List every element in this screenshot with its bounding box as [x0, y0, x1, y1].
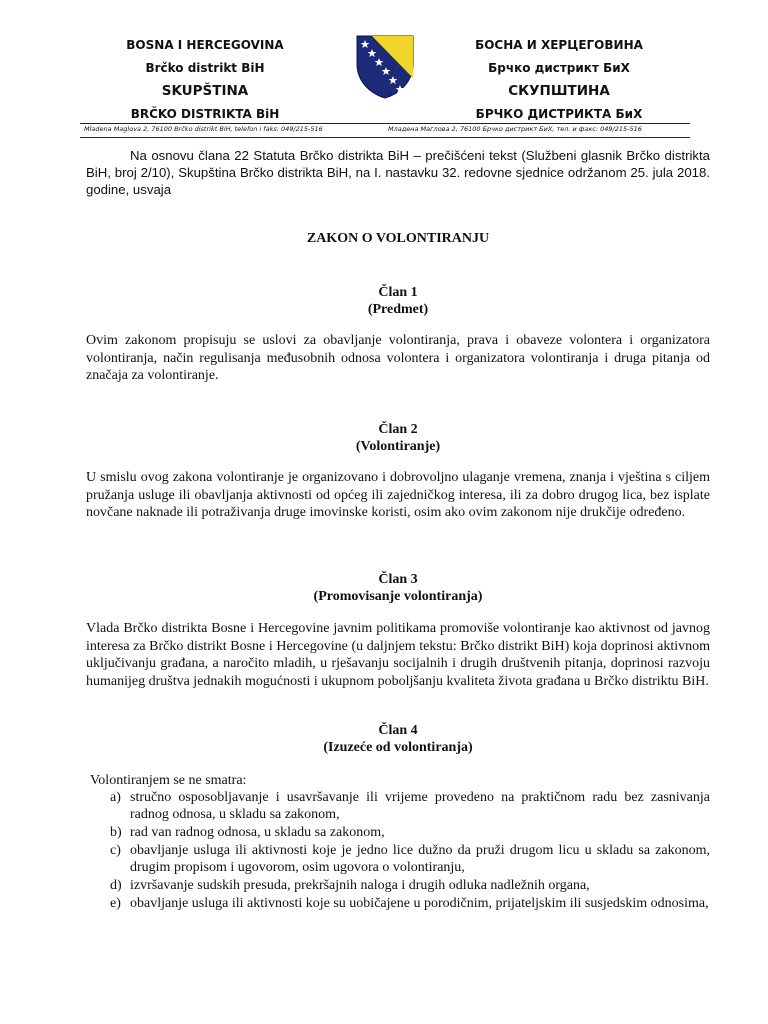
article-4-heading: (Izuzeće od volontiranja): [323, 740, 473, 755]
coat-of-arms-icon: [355, 34, 415, 100]
article-4-list-intro: Volontiranjem se ne smatra:: [90, 773, 247, 788]
list-item-text: rad van radnog odnosa, u skladu sa zakonom,: [130, 825, 385, 840]
header-left: [80, 34, 330, 126]
list-item: [110, 824, 710, 841]
article-3-heading: (Promovisanje volontiranja): [313, 589, 483, 604]
list-item-text: stručno osposobljavanje i usavršavanje ili vrijeme provedeno na praktičnom radu bez zasnivanja radnog odnosa, u skladu sa zakonom,: [130, 790, 710, 822]
list-item: [110, 789, 710, 823]
header-divider-top: [80, 123, 690, 124]
list-item: [110, 895, 710, 912]
header-right: [434, 34, 684, 126]
list-item: [110, 842, 710, 876]
article-4-number: Član 4: [378, 723, 418, 738]
exclusion-list: [110, 789, 710, 913]
assembly-cyrillic: СКУПШТИНА: [508, 83, 610, 99]
country-latin: BOSNA I HERCEGOVINA: [126, 38, 284, 52]
article-3-number: Član 3: [378, 572, 418, 587]
header-divider-bottom: [80, 137, 690, 138]
article-2-text: U smislu ovog zakona volontiranje je organizovano i dobrovoljno ulaganje vremena, znanja i vještina s ciljem pružanja usluge ili obavljanja aktivnosti od općeg ili zajedničkog interesa, ili za dobro drugog lica, bez isplate novčane naknade ili potraživanja druge imovinske koristi, osim ako ovim zakonom nije drukčije određeno.: [86, 470, 710, 520]
assembly-of-latin: BRČKO DISTRIKTA BiH: [130, 107, 280, 121]
list-marker: c): [110, 843, 121, 858]
list-marker: b): [110, 825, 122, 840]
assembly-of-cyrillic: БРЧКО ДИСТРИКТА БиХ: [475, 107, 643, 121]
list-item-text: obavljanje usluga ili aktivnosti koje su uobičajene u porodičnim, prijateljskim ili susjedskim odnosima,: [130, 896, 709, 911]
district-cyrillic: Брчко дистрикт БиХ: [488, 61, 630, 75]
address-cyrillic: Младена Маглова 2, 76100 Брчко дистрикт БиХ, тел. и факс: 049/215-516: [388, 125, 642, 133]
address-latin: Mladena Maglova 2, 76100 Brčko distrikt BiH, telefon i faks: 049/215-516: [84, 125, 323, 133]
article-2-number: Član 2: [378, 422, 418, 437]
article-1-text: Ovim zakonom propisuju se uslovi za obavljanje volontiranja, prava i obaveze volontera i organizatora volontiranja, način regulisanja međusobnih odnosa volontera i organizatora volontiranja i druga pitanja od značaja za volontiranje.: [86, 333, 710, 383]
law-title: ZAKON O VOLONTIRANJU: [306, 231, 490, 246]
list-item-text: obavljanje usluga ili aktivnosti koje je jedno lice dužno da pruži drugom licu u skladu sa zakonom, drugim propisom i ugovorom, osim ugovora o volontiranju,: [130, 843, 710, 875]
list-item-text: izvršavanje sudskih presuda, prekršajnih naloga i drugih odluka nadležnih organa,: [130, 878, 590, 893]
article-2-heading: (Volontiranje): [355, 439, 441, 454]
article-1-number: Član 1: [378, 285, 418, 300]
list-marker: a): [110, 790, 121, 805]
list-item: [110, 877, 710, 894]
list-marker: e): [110, 896, 121, 911]
country-cyrillic: БОСНА И ХЕРЦЕГОВИНА: [475, 38, 643, 52]
district-latin: Brčko distrikt BiH: [145, 61, 265, 75]
article-1-heading: (Predmet): [367, 302, 429, 317]
list-marker: d): [110, 878, 122, 893]
article-3-text: Vlada Brčko distrikta Bosne i Hercegovine javnim politikama promoviše volontiranje kao aktivnost od javnog interesa za Brčko distrikt Bosne i Hercegovine (u daljnjem tekstu: Brčko distrikt BiH) koja doprinosi aktivnom uključivanju građana, a naročito mladih, u rješavanju socijalnih i drugih društvenih pitanja, doprinosi razvoju humanijeg društva jednakih mogućnosti i ukupnom poboljšanju kvaliteta života građana u Brčko distriktu BiH.: [86, 621, 710, 689]
assembly-latin: SKUPŠTINA: [161, 83, 249, 99]
intro-paragraph: Na osnovu člana 22 Statuta Brčko distrikta BiH – prečišćeni tekst (Službeni glasnik Brčko distrikta BiH, broj 2/10), Skupština Brčko distrikta BiH, na I. nastavku 32. redovne sjednice održanom 25. jula 2018. godine, usvaja: [86, 148, 710, 197]
